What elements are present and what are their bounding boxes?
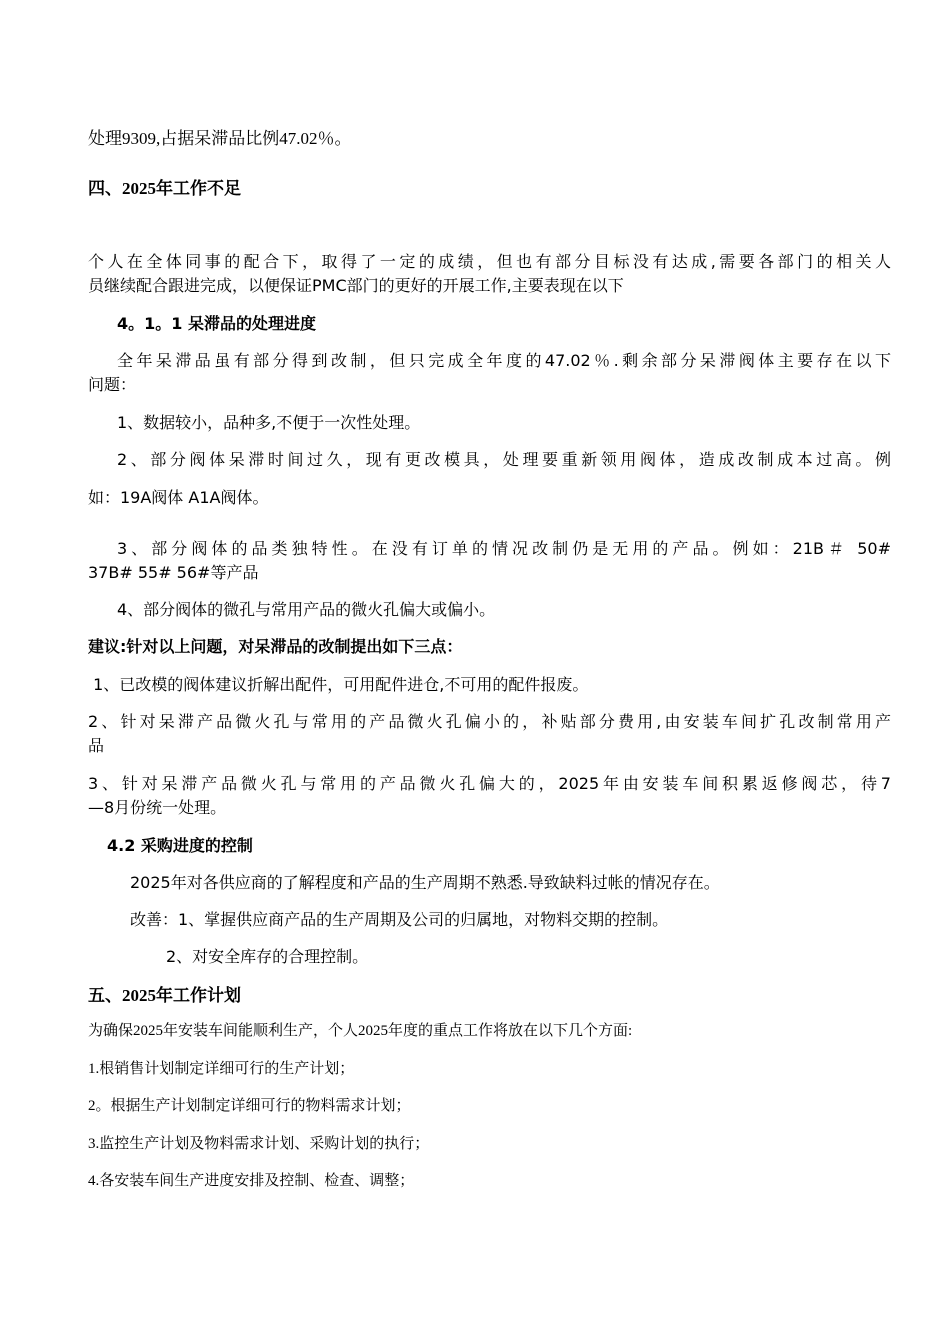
suggestion-item-1: 1、已改模的阀体建议折解出配件，可用配件进仓,不可用的配件报废。 xyxy=(88,675,589,694)
plan-item-4: 4.各安装车间生产进度安排及控制、检查、调整； xyxy=(88,1173,415,1189)
plan-item-1: 1.根销售计划制定详细可行的生产计划； xyxy=(88,1061,355,1077)
suggestion-heading: 建议:针对以上问题，对呆滞品的改制提出如下三点： xyxy=(88,637,463,656)
improvement-item-2: 2、对安全库存的合理控制。 xyxy=(166,947,369,966)
section4-intro-line1: 个人在全体同事的配合下，取得了一定的成绩，但也有部分目标没有达成,需要各部门的相关人 xyxy=(88,252,891,271)
plan-item-2: 2。根据生产计划制定详细可行的物料需求计划； xyxy=(88,1098,411,1114)
stagnant-para-line1: 全年呆滞品虽有部分得到改制，但只完成全年度的47.02％.剩余部分呆滞阀体主要存在以下 xyxy=(117,351,891,370)
problem-item-2-line2: 如：19A阀体 A1A阀体。 xyxy=(88,488,269,507)
section4-heading: 四、2025年工作不足 xyxy=(88,179,241,198)
problem-item-2-line1: 2、部分阀体呆滞时间过久，现有更改模具，处理要重新领用阀体，造成改制成本过高。例 xyxy=(117,450,891,469)
improvement-item-1: 改善：1、掌握供应商产品的生产周期及公司的归属地，对物料交期的控制。 xyxy=(130,910,669,929)
subsection-heading-stagnant: 4。1。1 呆滞品的处理进度 xyxy=(117,314,316,333)
suggestion-item-2-line2: 品 xyxy=(88,736,105,755)
plan-item-3: 3.监控生产计划及物料需求计划、采购计划的执行； xyxy=(88,1136,430,1152)
subsection-heading-purchasing: 4.2 采购进度的控制 xyxy=(107,836,253,855)
problem-item-1: 1、数据较小，品种多,不便于一次性处理。 xyxy=(117,413,421,432)
problem-item-3-line2: 37B# 55# 56#等产品 xyxy=(88,563,259,582)
intro-line: 处理9309,占据呆滞品比例47.02％。 xyxy=(88,129,352,148)
section5-heading: 五、2025年工作计划 xyxy=(88,986,241,1005)
suggestion-item-2-line1: 2、针对呆滞产品微火孔与常用的产品微火孔偏小的，补贴部分费用,由安装车间扩孔改制常用产 xyxy=(88,712,891,731)
stagnant-para-line2: 问题： xyxy=(88,375,137,394)
purchasing-para: 2025年对各供应商的了解程度和产品的生产周期不熟悉.导致缺料过帐的情况存在。 xyxy=(130,873,720,892)
section4-intro-line2: 员继续配合跟进完成，以便保证PMC部门的更好的开展工作,主要表现在以下 xyxy=(88,276,624,295)
section5-intro: 为确保2025年安装车间能顺利生产，个人2025年度的重点工作将放在以下几个方面: xyxy=(88,1023,633,1039)
suggestion-item-3-line1: 3、针对呆滞产品微火孔与常用的产品微火孔偏大的，2025年由安装车间积累返修阀芯，待7 xyxy=(88,774,891,793)
suggestion-item-3-line2: —8月份统一处理。 xyxy=(88,798,227,817)
problem-item-4: 4、部分阀体的微孔与常用产品的微火孔偏大或偏小。 xyxy=(117,600,496,619)
problem-item-3-line1: 3、部分阀体的品类独特性。在没有订单的情况改制仍是无用的产品。例如：21B＃ 50# xyxy=(117,539,891,558)
